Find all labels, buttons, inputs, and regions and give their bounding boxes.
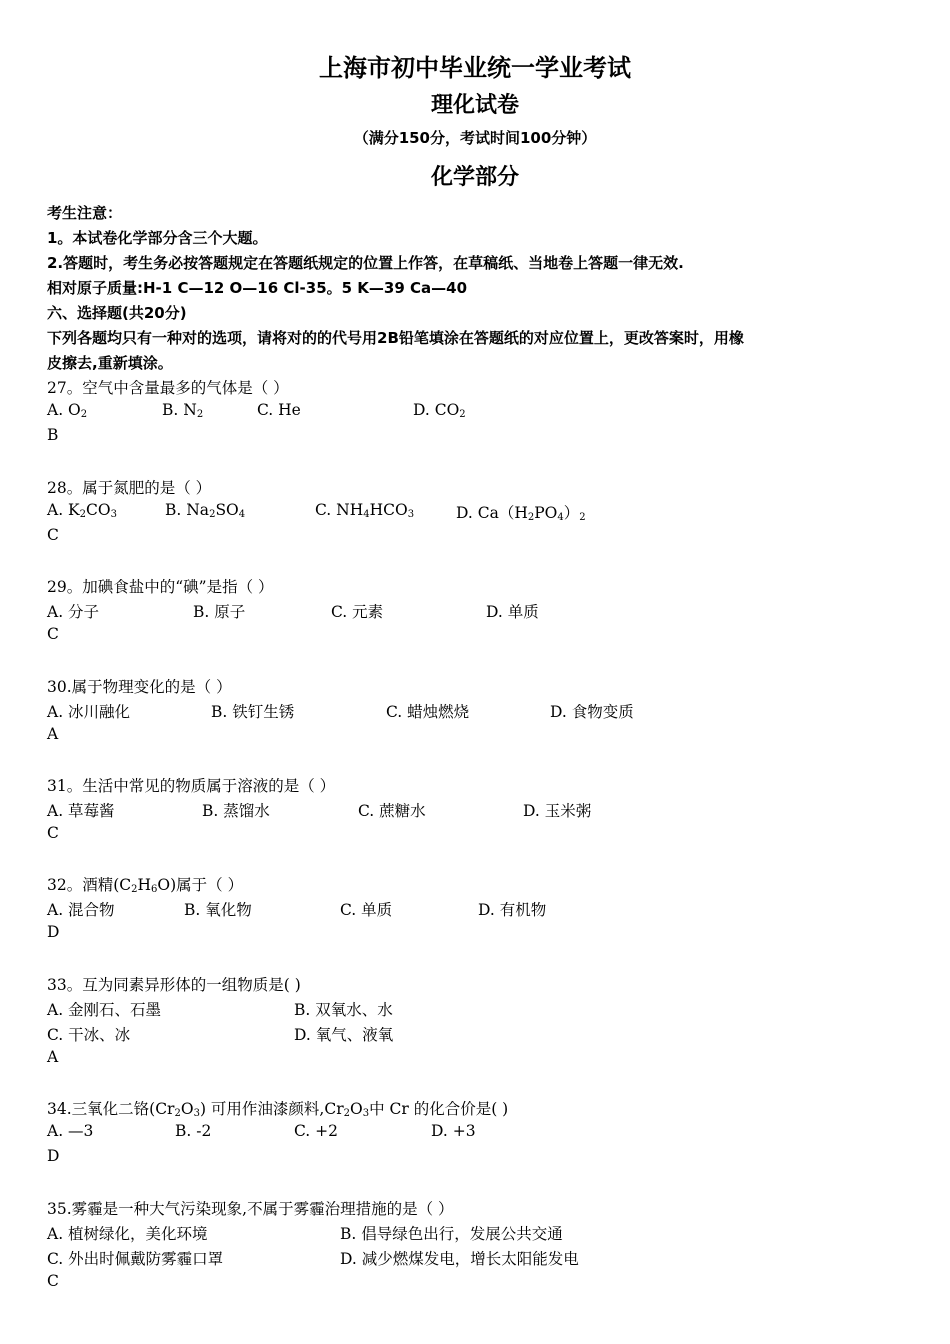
part-heading: 六、选择题(共20分) [47, 304, 187, 322]
note-1: 1。本试卷化学部分含三个大题。 [47, 229, 268, 247]
question-29: 29。加碘食盐中的“碘”是指（ ） [47, 578, 274, 596]
q33-option-b: B. 双氧水、水 [294, 1001, 393, 1019]
q32-option-c: C. 单质 [340, 901, 393, 919]
q33-answer: A [47, 1048, 59, 1066]
q31-option-c: C. 蔗糖水 [358, 802, 426, 820]
q29-option-b: B. 原子 [193, 603, 246, 621]
q33-option-c: C. 干冰、冰 [47, 1026, 131, 1044]
q30-option-a: A. 冰川融化 [47, 703, 131, 721]
q34-answer: D [47, 1147, 60, 1165]
question-27: 27。空气中含量最多的气体是（ ） [47, 379, 289, 397]
q31-option-b: B. 蒸馏水 [202, 802, 270, 820]
q27-option-b: B. $N_2$ [162, 401, 204, 420]
q35-option-b: B. 倡导绿色出行，发展公共交通 [340, 1225, 563, 1243]
q29-option-a: A. 分子 [47, 603, 100, 621]
question-33: 33。互为同素异形体的一组物质是( ) [47, 976, 301, 994]
q33-option-a: A. 金刚石、石墨 [47, 1001, 162, 1019]
question-28: 28。属于氮肥的是（ ） [47, 479, 212, 497]
q28-option-a: A. $K_2CO_3$ [47, 501, 117, 520]
q35-option-a: A. 植树绿化，美化环境 [47, 1225, 208, 1243]
section-title: 化学部分 [430, 165, 519, 190]
instructions-line-1: 下列各题均只有一种对的选项，请将对的的代号用2B铅笔填涂在答题纸的对应位置上，更改答案时，用橡 [47, 329, 744, 347]
exam-title: 上海市初中毕业统一学业考试 [319, 54, 631, 82]
question-35: 35.雾霾是一种大气污染现象,不属于雾霾治理措施的是（ ） [47, 1200, 454, 1218]
q31-option-d: D. 玉米粥 [523, 802, 592, 820]
q28-option-d: D. $Ca(H_2PO_4)_2$ [456, 504, 586, 523]
question-31: 31。生活中常见的物质属于溶液的是（ ） [47, 777, 336, 795]
question-30: 30.属于物理变化的是（ ） [47, 678, 232, 696]
q28-option-b: B. $Na_2SO_4$ [165, 501, 246, 520]
q35-answer: C [47, 1272, 59, 1290]
q32-option-a: A. 混合物 [47, 901, 115, 919]
q27-answer: B [47, 426, 59, 444]
q30-answer: A [47, 725, 59, 743]
q27-option-d: D. $CO_2$ [413, 401, 466, 420]
q34-option-a: A. —3 [47, 1122, 94, 1140]
note-2: 2.答题时，考生务必按答题规定在答题纸规定的位置上作答，在草稿纸、当地卷上答题一律无效. [47, 254, 684, 272]
q30-option-c: C. 蜡烛燃烧 [386, 703, 470, 721]
q29-answer: C [47, 625, 59, 643]
notes-heading: 考生注意： [47, 204, 123, 222]
q34-option-b: B. -2 [175, 1122, 212, 1140]
q30-option-b: B. 铁钉生锈 [211, 703, 295, 721]
question-32: 32。酒精$(C_2H_6O)$属于（ ） [47, 876, 244, 895]
q34-option-c: C. +2 [294, 1122, 339, 1140]
q32-option-b: B. 氧化物 [184, 901, 252, 919]
q35-option-d: D. 减少燃煤发电，增长太阳能发电 [340, 1250, 579, 1268]
q31-answer: C [47, 824, 59, 842]
score-note: （满分150分，考试时间100分钟） [353, 129, 597, 147]
question-34: 34.三氧化二铬$(Cr_2O_3)$ 可用作油漆颜料$,Cr_2O_3$中 Cr 的化合价是( ) [47, 1100, 509, 1119]
q34-option-d: D. +3 [431, 1122, 476, 1140]
q28-answer: C [47, 526, 59, 544]
q30-option-d: D. 食物变质 [550, 703, 634, 721]
q32-option-d: D. 有机物 [478, 901, 547, 919]
q27-option-c: C. He [257, 401, 301, 419]
atomic-mass: 相对原子质量:H-1 C—12 O—16 Cl-35。5 K—39 Ca—40 [47, 279, 468, 297]
q29-option-d: D. 单质 [486, 603, 539, 621]
q28-option-c: C. $NH_4HCO_3$ [315, 501, 415, 520]
q27-option-a: A. $O_2$ [47, 401, 88, 420]
q29-option-c: C. 元素 [331, 603, 384, 621]
exam-subtitle: 理化试卷 [430, 93, 519, 118]
q31-option-a: A. 草莓酱 [47, 802, 115, 820]
q33-option-d: D. 氧气、液氧 [294, 1026, 394, 1044]
q35-option-c: C. 外出时佩戴防雾霾口罩 [47, 1250, 224, 1268]
q32-answer: D [47, 923, 60, 941]
instructions-line-2: 皮擦去,重新填涂。 [47, 354, 173, 372]
